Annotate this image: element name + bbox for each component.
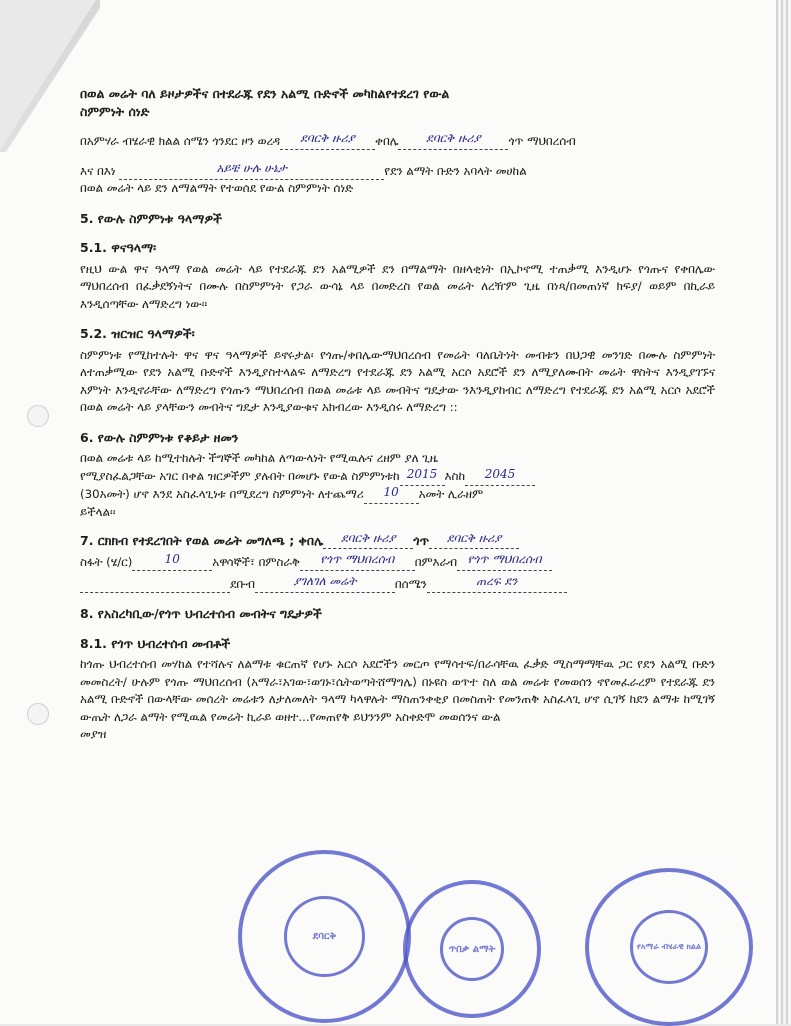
section-8-heading: 8. የአስረካቢው/የጎጥ ህብረተሰብ መብትና ግዴታዎች — [80, 606, 322, 621]
section-6-heading: 6. የውሉ ስምምነቱ የቆይታ ዘመን — [80, 429, 239, 445]
east-border-field: የጎጥ ማህበረሰብ — [300, 554, 415, 571]
section-8-1-text: ከጎጡ ህብረተሰብ መሃከል የተሻሉና ለልማቱ ቁርጠኛ የሆኑ አርሶ አደሮችን መርጦ የማሳተፍ/በራሳቸዉ ፈቃድ ሚስማማቸዉ ጋር የደን አልሚ ቡድን መመስረት/ ሁሉም የጎጡ ማህበረሰብ (አማራ፣አገው፣ወገኑ፣ሴትወጣትሸማግሌ) በኑዩስ ወጥተ ስለ ወል መሬቱ የመወሰን ኖየመፈራረም የተደራጁ ደን አልሚ ቡድኖች በውላቸው መሰረት መሬቱን ለታለመለት ዓላማ ካላዋሉት ማስጠንቀቂያ በመስጠት የመንጠቅ አስፈላጊ ሆኖ ሲገኝ ከደን ልማቱ ከሚገኝ ውጤት ለጋራ ልማት የሚዉል የመሬት ኪራይ ወዘተ...የመጠየቅ ይህንንም አስቀድሞ መወሰንና ውል — [80, 657, 715, 724]
parties-row-1: በአምሃራ ብሄራዊ ክልል ሰሜን ጎንደር ዞን ወረዳ ደባርቅ ዙሪያ ቀበሌ ደባርቅ ዙሪያ ጎጥ ማህበረሰብ — [80, 128, 715, 150]
section-6-text-2: የሚያስፈልጋቸው አገር በቀል ዝርዎችም ያሉበት በመሆኑ የውል ስምምነቱከ 2015 እስከ 2045 — [80, 468, 715, 486]
section-7-got-field: ደባርቅ ዙሪያ — [429, 532, 519, 549]
start-year-field: 2015 — [400, 469, 445, 486]
page-stack-edge — [776, 0, 791, 1024]
section-7-border-row: ደቡብ ያገለገለ መሬት በሰሜን ጠረፍ ደን — [80, 571, 715, 593]
south-border-field: ያገለገለ መሬት — [255, 576, 395, 593]
document-body — [80, 85, 715, 744]
official-stamp-left — [238, 850, 411, 1023]
stamp-middle-inner: ጥበቃ ልማት — [440, 917, 505, 982]
north-border-field: ጠረፍ ደን — [427, 576, 567, 593]
woreda-field: ደባርቅ ዙሪያ — [280, 133, 375, 150]
end-year-field: 2045 — [465, 469, 535, 486]
section-6-text-3: (30አመት) ሆኖ እንደ አስፈላጊነቱ በሚደረግ ስምምነት ለተጨማሪ 10 አመት ሊራዘም — [80, 486, 715, 504]
section-7-heading: 7. ርክክብ የተደረገበት የወል መሬት መግለጫ ; ቀበሌ ደባርቅ ዙሪያ ጎጥ ደባርቅ ዙሪያ — [80, 527, 715, 549]
document-title: በወል መሬት ባለ ይዞታዎችና በተደራጁ የደን አልሚ ቡድኖች መካከልየተደረገ የውል ስምምነት ሰነድ — [80, 86, 450, 119]
stamp-right-inner: የአማራ ብሄራዊ ክልል — [630, 910, 708, 984]
parties-row-2: እና በእነ አይቼ ሁሉ ሁኔታ የደን ልማት ቡድን አባላት መሀከል — [80, 158, 715, 180]
extension-years-field: 10 — [364, 487, 419, 504]
west-border-field: የጎጥ ማህበረሰብ — [457, 554, 552, 571]
section-5-heading: 5. የውሉ ስምምነቱ ዓላማዎች — [80, 210, 222, 226]
section-6-text-4: ይችላል፡፡ — [80, 504, 116, 519]
section-6-text-1: በወል መሬቱ ላይ ከሚተከሉት ችግኞች መካከል ለጣውላነት የሚዉሉና ረዘም ያለ ጊዜ — [80, 451, 438, 465]
section-7-area-row: ስፋት (ሄ/ር) 10 አዋሳኞች፣ በምስራቅ የጎጥ ማህበረሰብ በምእራብ የጎጥ ማህበረሰብ — [80, 549, 715, 571]
section-8-1-heading: 8.1. የጎጥ ህብረተሰብ መብቶች — [80, 635, 231, 651]
section-5-1-text: የዚህ ውል ዋና ዓላማ የወል መሬት ላይ የተደራጁ ደን አልሚዎች ደን በማልማት በዘላቂነት በኢኮኖሚ ተጠቃሚ እንዲሆኑ የጎጡና የቀበሌው ማህበረሰብ በፈቃደኝነትና በሙሉ በስምምነት የጋራ ውሳኔ ላይ በመድረስ የወል መሬት ለረዥም ጊዜ በነጻ/በመጠነኛ ክፍያ/ ወይም በኪራይ እንዲሰጣቸው ለማድረግ ነው፡፡ — [80, 261, 715, 311]
official-stamp-right — [585, 868, 753, 1026]
group-leader-field: አይቼ ሁሉ ሁኔታ — [119, 163, 384, 180]
parties-row-3: በወል መሬት ላይ ደን ለማልማት የተወሰደ የውል ስምምነት ሰነድ — [80, 181, 354, 195]
blank-field — [80, 576, 230, 593]
stamp-left-inner: ደባርቅ — [284, 896, 364, 976]
section-5-2-heading: 5.2. ዝርዝር ዓላማዎች፡ — [80, 326, 195, 341]
section-7-kebele-field: ደባርቅ ዙሪያ — [323, 532, 413, 549]
kebele-field: ደባርቅ ዙሪያ — [398, 133, 508, 150]
area-field: 10 — [132, 554, 212, 571]
official-stamp-middle — [403, 880, 541, 1018]
section-8-1-tail: መያዝ — [80, 727, 107, 741]
section-5-1-heading: 5.1. ዋናዓላማ፡ — [80, 240, 157, 255]
punch-hole-top — [27, 405, 49, 427]
punch-hole-bottom — [27, 703, 49, 725]
section-5-2-text: ስምምነቱ የሚከተሉት ዋና ዋና ዓላማዎች ይኖሩታል፡ የጎጡ/ቀበሌውማህበረሰብ የመሬት ባለቤትነት መብቱን በህጋዊ መንገድ በሙሉ ስምምነት ለተጠቃሚው የደን አልሚ ቡድኖች እንዲያስተላልፍ ለማድረግ የተደራጁ ደን አልሚ አርሶ አደሮች ደን ለሚያለሙበት መሬት ዋስትና እንዲያገኙና እምነት እንዲኖራቸው ለማድረግ የጎጡን ማህበረሰብ በወል መሬቱ ላይ መብትና ግዴታው ንእንዲያከብር ለማድረግ የተደራጁ ደን አልሚ አርሶ አደሮች በወል መሬት ላይ ያላቸውን መብትና ግዴታ እንዲያውቁና አክብረው እንዲሰሩ ለማድረግ :: — [80, 347, 715, 414]
